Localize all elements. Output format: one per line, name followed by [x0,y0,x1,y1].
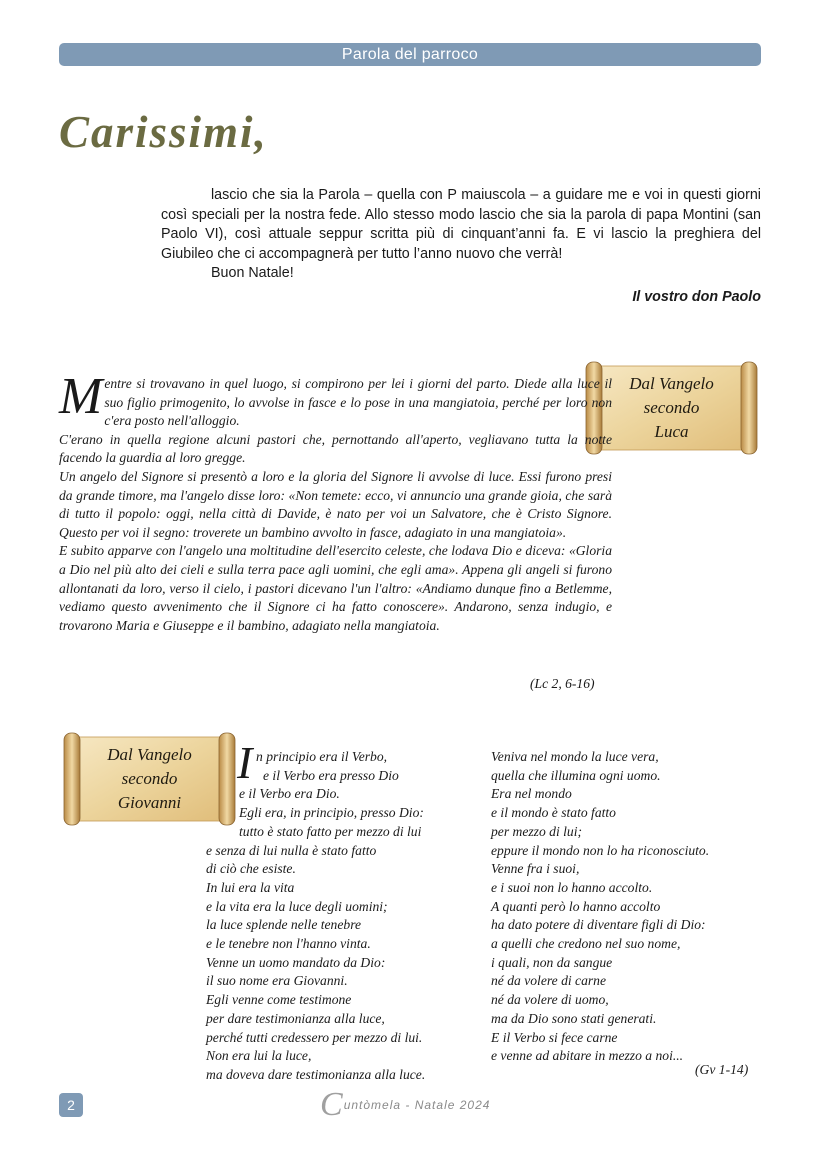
intro-wish: Buon Natale! [211,265,294,281]
dropcap-m: M [59,368,103,425]
verse-line: né da volere di uomo, [491,992,609,1008]
giovanni-column-2 [491,748,709,1066]
verse-line: la luce splende nelle tenebre [206,917,362,933]
luca-reference: (Lc 2, 6-16) [530,676,595,691]
verse-line: Veniva nel mondo la luce vera, [491,749,659,764]
signature: Il vostro don Paolo [632,288,761,305]
verse-line: e la vita era la luce degli uomini; [206,898,388,914]
verse-line: Venne fra i suoi, [491,861,580,877]
greeting-title: Carissimi, [59,107,268,157]
luca-paragraph-1: entre si trovavano in quel luogo, si compirono per lei i giorni del parto. Diede alla luce il suo figlio primogenito, lo avvolse in fasce e lo pose in una mangiatoia, perché per loro non c'era posto nell'alloggio. [104,376,612,429]
verse-line: Era nel mondo [491,786,572,802]
section-header: Parola del parroco [59,43,761,66]
verse-line: quella che illumina ogni uomo. [491,767,661,783]
verse-line: di ciò che esiste. [206,861,296,877]
verse-line: e i suoi non lo hanno accolto. [491,879,653,895]
intro-paragraph: lascio che sia la Parola – quella con P maiuscola – a guidare me e voi in questi giorni così speciali per la nostra fede. Allo stesso modo lascio che sia la parola di papa Montini (san Paolo VI), così attuale seppur scritta più di cinquant’anni fa. E vi lascio la preghiera del Giubileo che ci accompagnerà per tutto l’anno nuovo che verrà! [161,187,761,262]
luca-paragraph-2: C'erano in quella regione alcuni pastori che, pernottando all'aperto, vegliavano tutta la notte facendo la guardia al loro gregge. [59,431,612,466]
verse-line: e il Verbo era Dio. [239,786,340,802]
verse-line: per mezzo di lui; [491,823,582,839]
verse-line: E il Verbo si fece carne [491,1029,618,1045]
verse-line: ma doveva dare testimonianza alla luce. [206,1066,426,1082]
verse-line: perché tutti credessero per mezzo di lui. [206,1029,423,1045]
verse-line: a quelli che credono nel suo nome, [491,936,681,952]
luca-paragraph-4: E subito apparve con l'angelo una moltitudine dell'esercito celeste, che lodava Dio e diceva: «Gloria a Dio nel più alto dei cieli e sulla terra pace agli uomini, che egli ama». Appena gli angeli si furono allontanati da loro, verso il cielo, i pastori dicevano l'un l'altro: «Andiamo dunque fino a Betlemme, vediamo questo avvenimento che il Signore ci ha fatto conoscere». Andarono, senza indugio, e trovarono Maria e Giuseppe e il bambino, adagiato nella mangiatoia. [59,543,612,633]
verse-line: Venne un uomo mandato da Dio: [206,954,386,970]
page-number: 2 [59,1093,83,1117]
verse-line: per dare testimonianza alla luce, [206,1010,385,1026]
giovanni-reference: (Gv 1-14) [695,1062,749,1077]
verse-line: eppure il mondo non lo ha riconosciuto. [491,842,710,858]
verse-line: Non era lui la luce, [206,1048,312,1064]
verse-line: e il Verbo era presso Dio [263,767,399,783]
verse-line: A quanti però lo hanno accolto [491,898,661,914]
verse-line: né da volere di carne [491,973,607,989]
verse-line: ha dato potere di diventare figli di Dio: [491,917,706,933]
verse-line: il suo nome era Giovanni. [206,973,348,989]
verse-line: i quali, non da sangue [491,954,613,970]
verse-line: e senza di lui nulla è stato fatto [206,842,377,858]
publication-name: untòmela - Natale 2024 [343,1098,491,1112]
logo-initial: C [320,1086,344,1123]
verse-line: e venne ad abitare in mezzo a noi... [491,1048,684,1064]
verse-line: ma da Dio sono stati generati. [491,1010,657,1026]
dropcap-i: I [237,737,253,788]
verse-line: tutto è stato fatto per mezzo di lui [239,823,422,839]
verse-line: Egli era, in principio, presso Dio: [239,805,424,821]
giovanni-column-1 [206,748,425,1085]
luca-gospel-text [59,368,612,635]
scroll-giovanni-text: Dal Vangelo secondo Giovanni [107,745,192,812]
verse-line: Egli venne come testimone [206,992,352,1008]
luca-paragraph-3: Un angelo del Signore si presentò a loro e la gloria del Signore li avvolse di luce. Essi furono presi da grande timore, ma l'angelo disse loro: «Non temete: ecco, vi annuncio una grande gioia, che sarà di tutto il popolo: oggi, nella città di Davide, è nato per voi un Salvatore, che è Cristo Signore. Questo per voi il segno: troverete un bambino avvolto in fasce, adagiato in una mangiatoia». [59,468,612,540]
verse-line: In lui era la vita [206,879,295,895]
scroll-luca-text: Dal Vangelo secondo Luca [629,374,714,441]
intro-letter [161,186,761,307]
verse-line: e il mondo è stato fatto [491,805,616,821]
verse-line: e le tenebre non l'hanno vinta. [206,936,371,952]
verse-line: n principio era il Verbo, [256,749,388,764]
publication-logo [320,1086,490,1124]
